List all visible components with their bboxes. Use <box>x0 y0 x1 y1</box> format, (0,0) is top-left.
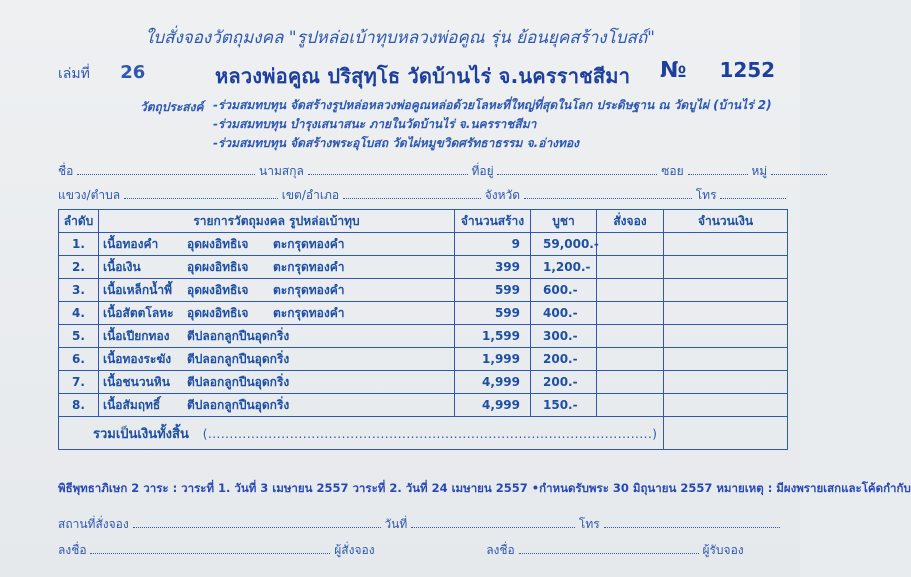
items-table <box>58 209 788 450</box>
row-no: 3. <box>59 279 99 302</box>
row-price: 150.- <box>531 394 597 417</box>
table-row <box>59 256 788 279</box>
total-cell <box>59 417 664 450</box>
row-no: 6. <box>59 348 99 371</box>
table-row <box>59 233 788 256</box>
row-qty: 399 <box>455 256 531 279</box>
row-item <box>99 233 455 256</box>
row-amount-field[interactable] <box>664 348 788 371</box>
row-qty: 4,999 <box>455 371 531 394</box>
row-qty: 599 <box>455 279 531 302</box>
table-row <box>59 348 788 371</box>
row-price: 600.- <box>531 279 597 302</box>
col-header-no: ลำดับ <box>59 210 99 233</box>
row-blessing: อุดผงอิทธิเจ <box>187 236 249 251</box>
row-order-field[interactable] <box>597 302 664 325</box>
form-title: ใบสั่งจองวัตถุมงคล "รูปหล่อเบ้าทุบหลวงพ่อคูณ รุ่น ย้อนยุคสร้างโบสถ์" <box>144 28 656 48</box>
purpose-list <box>213 96 772 153</box>
row-price: 400.- <box>531 302 597 325</box>
book-number-value: 26 <box>120 62 146 83</box>
col-header-price: บูชา <box>531 210 597 233</box>
moo-field[interactable] <box>771 164 827 175</box>
row-item <box>99 279 455 302</box>
table-row <box>59 279 788 302</box>
total-open-paren: ( <box>202 426 208 441</box>
row-price: 59,000.- <box>531 233 597 256</box>
row-no: 7. <box>59 371 99 394</box>
row-price: 300.- <box>531 325 597 348</box>
row-amount-field[interactable] <box>664 256 788 279</box>
tel-field[interactable] <box>720 188 786 199</box>
row-blessing: อุดผงอิทธิเจ <box>187 259 249 274</box>
tel-label: โทร <box>695 188 717 202</box>
row-blessing: ตีปลอกลูกปืนอุดกริ่ง <box>187 328 290 343</box>
sign-label-orderer: ลงชื่อ <box>58 543 87 557</box>
row-order-field[interactable] <box>597 256 664 279</box>
row-material: เนื้อเปียกทอง <box>103 328 170 343</box>
row-amount-field[interactable] <box>664 302 788 325</box>
row-no: 1. <box>59 233 99 256</box>
row-qty: 599 <box>455 302 531 325</box>
row-item <box>99 256 455 279</box>
row-order-field[interactable] <box>597 279 664 302</box>
surname-field[interactable] <box>308 164 468 175</box>
purpose-line: -ร่วมสมทบทุน จัดสร้างรูปหล่อหลวงพ่อคูณหล่อด้วยโลหะที่ใหญ่ที่สุดในโลก ประดิษฐาน ณ วัดบูไผ่ (บ้านไร่ 2) <box>213 98 772 112</box>
province-label: จังหวัด <box>484 188 521 202</box>
row-item <box>99 394 455 417</box>
table-row <box>59 302 788 325</box>
row-qty: 1,999 <box>455 348 531 371</box>
footer-tel-field[interactable] <box>604 517 780 528</box>
row-material: เนื้อสัมฤทธิ์ <box>103 397 161 412</box>
temple-title: หลวงพ่อคูณ ปริสุทฺโธ วัดบ้านไร่ จ.นครราชสีมา <box>215 64 631 88</box>
row-detail: ตะกรุดทองคำ <box>273 305 345 320</box>
date-field[interactable] <box>411 517 575 528</box>
moo-label: หมู่ <box>751 164 768 178</box>
total-row <box>59 417 788 450</box>
row-no: 2. <box>59 256 99 279</box>
book-number <box>58 62 145 85</box>
row-amount-field[interactable] <box>664 371 788 394</box>
row-qty: 1,599 <box>455 325 531 348</box>
ceremony-info: พิธีพุทธาภิเษก 2 วาระ : วาระที่ 1. วันที่ 3 เมษายน 2557 วาระที่ 2. วันที่ 24 เมษายน 2557 •กำหนดรับพระ 30 มิถุนายน 2557 หมายเหตุ : มีผงพรายเสกและโค้ดกำกับ <box>58 481 911 495</box>
row-amount-field[interactable] <box>664 394 788 417</box>
row-no: 8. <box>59 394 99 417</box>
address-field[interactable] <box>497 164 657 175</box>
row-material: เนื้อเงิน <box>103 259 141 274</box>
row-qty: 9 <box>455 233 531 256</box>
row-order-field[interactable] <box>597 371 664 394</box>
footer-row-place <box>58 515 788 534</box>
row-order-field[interactable] <box>597 348 664 371</box>
row-item <box>99 371 455 394</box>
row-price: 200.- <box>531 371 597 394</box>
row-blessing: ตีปลอกลูกปืนอุดกริ่ง <box>187 374 290 389</box>
row-item <box>99 302 455 325</box>
row-no: 4. <box>59 302 99 325</box>
row-detail: ตะกรุดทองคำ <box>273 259 345 274</box>
purpose-line: -ร่วมสมทบทุน บำรุงเสนาสนะ ภายในวัดบ้านไร่ จ.นครราชสีมา <box>213 117 537 131</box>
receiver-label: ผู้รับจอง <box>702 543 744 557</box>
district-field[interactable] <box>343 188 481 199</box>
serial-number-value: 1252 <box>719 58 776 82</box>
row-price: 200.- <box>531 348 597 371</box>
table-row <box>59 325 788 348</box>
serial-number <box>660 58 775 83</box>
row-blessing: อุดผงอิทธิเจ <box>187 282 249 297</box>
soi-field[interactable] <box>688 164 748 175</box>
row-price: 1,200.- <box>531 256 597 279</box>
purpose-label: วัตถุประสงค์ <box>140 100 204 114</box>
row-detail: ตะกรุดทองคำ <box>273 236 345 251</box>
row-item <box>99 325 455 348</box>
receiver-signature-field[interactable] <box>519 543 699 554</box>
row-no: 5. <box>59 325 99 348</box>
surname-label: นามสกุล <box>259 164 304 178</box>
address-label: ที่อยู่ <box>471 164 494 178</box>
orderer-signature-field[interactable] <box>90 543 330 554</box>
form-row-name <box>58 162 788 181</box>
form-row-location <box>58 186 788 205</box>
total-label: รวมเป็นเงินทั้งสิ้น <box>93 426 189 442</box>
col-header-amount: จำนวนเงิน <box>664 210 788 233</box>
row-item <box>99 348 455 371</box>
row-material: เนื้อทองคำ <box>103 236 159 251</box>
total-words-field[interactable]: (.......................................................................................................) <box>202 426 658 441</box>
row-amount-field[interactable] <box>664 325 788 348</box>
footer-tel-label: โทร <box>578 517 600 531</box>
footer-row-sign <box>58 541 788 560</box>
place-label: สถานที่สั่งจอง <box>58 517 129 531</box>
row-material: เนื้อเหล็กน้ำพี้ <box>103 282 172 297</box>
table-row <box>59 371 788 394</box>
row-blessing: ตีปลอกลูกปืนอุดกริ่ง <box>187 397 290 412</box>
name-label: ชื่อ <box>58 164 74 178</box>
table-header-row <box>59 210 788 233</box>
row-qty: 4,999 <box>455 394 531 417</box>
total-close-paren: ) <box>652 426 658 441</box>
district-label: เขต/อำเภอ <box>281 188 340 202</box>
province-field[interactable] <box>524 188 692 199</box>
row-blessing: อุดผงอิทธิเจ <box>187 305 249 320</box>
place-field[interactable] <box>133 517 381 528</box>
col-header-qty: จำนวนสร้าง <box>455 210 531 233</box>
row-material: เนื้อชนวนหิน <box>103 374 170 389</box>
total-amount-field[interactable] <box>664 417 788 450</box>
date-label: วันที่ <box>384 517 408 531</box>
table-row <box>59 394 788 417</box>
subdistrict-label: แขวง/ตำบล <box>58 188 121 202</box>
row-order-field[interactable] <box>597 325 664 348</box>
row-detail: ตะกรุดทองคำ <box>273 282 345 297</box>
book-label: เล่มที่ <box>58 66 90 82</box>
orderer-label: ผู้สั่งจอง <box>334 543 375 557</box>
subdistrict-field[interactable] <box>124 188 278 199</box>
row-order-field[interactable] <box>597 233 664 256</box>
name-field[interactable] <box>77 164 255 175</box>
serial-label: № <box>660 58 687 83</box>
row-amount-field[interactable] <box>664 233 788 256</box>
col-header-order: สั่งจอง <box>597 210 664 233</box>
row-material: เนื้อทองระฆัง <box>103 351 172 366</box>
row-amount-field[interactable] <box>664 279 788 302</box>
sign-label-receiver: ลงชื่อ <box>486 543 515 557</box>
row-blessing: ตีปลอกลูกปืนอุดกริ่ง <box>187 351 290 366</box>
row-order-field[interactable] <box>597 394 664 417</box>
col-header-item: รายการวัตถุมงคล รูปหล่อเบ้าทุบ <box>99 210 455 233</box>
row-material: เนื้อสัตตโลหะ <box>103 305 174 320</box>
soi-label: ซอย <box>661 164 684 178</box>
purpose-line: -ร่วมสมทบทุน จัดสร้างพระอุโบสถ วัดไผ่หมูขวิดศรัทธาธรรม จ.อ่างทอง <box>213 136 580 150</box>
